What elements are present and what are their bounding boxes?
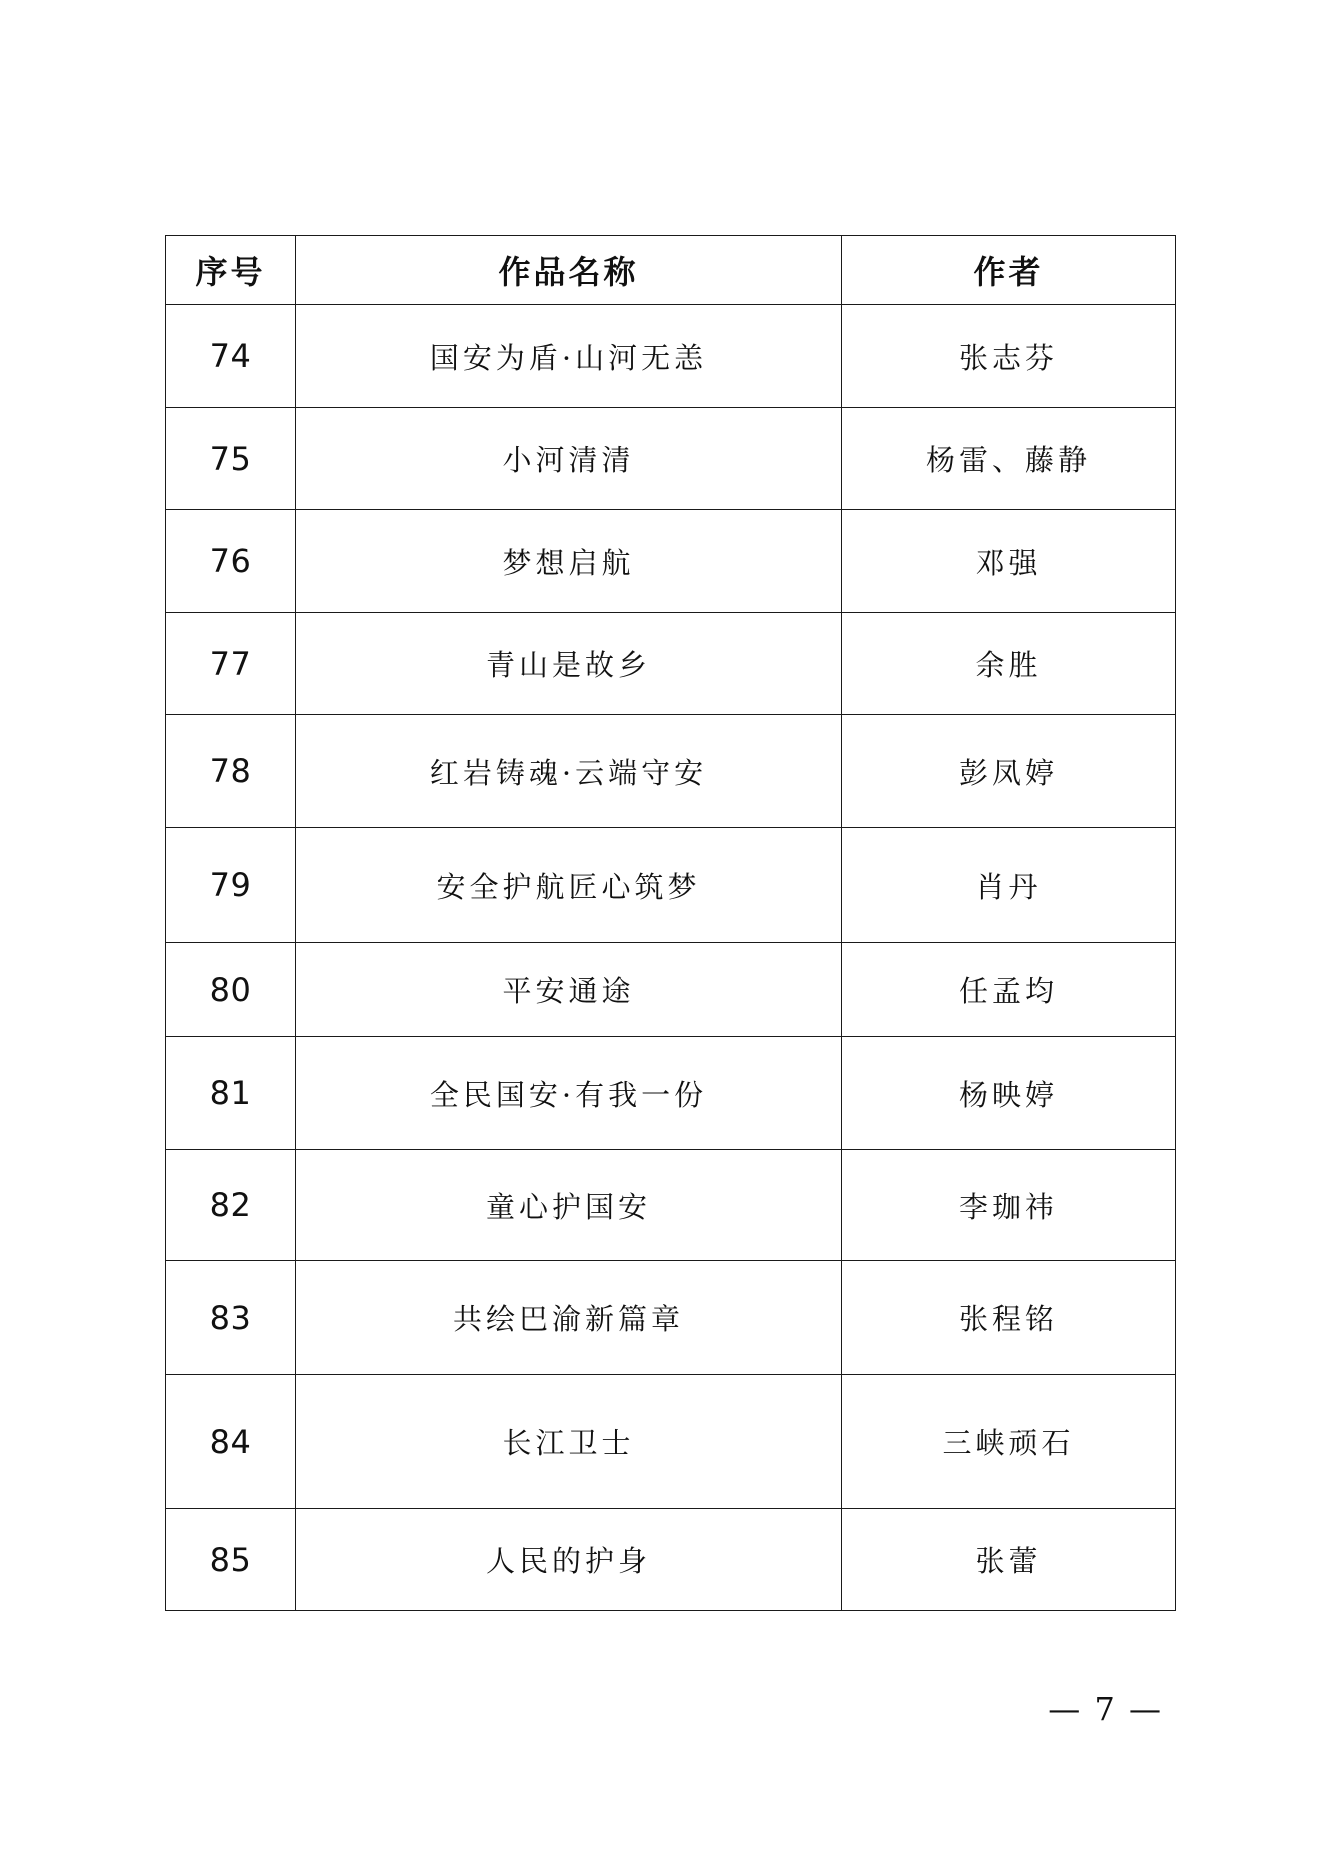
cell-no: 82 — [166, 1150, 296, 1261]
table-row — [166, 1037, 1176, 1150]
cell-title: 共绘巴渝新篇章 — [296, 1261, 842, 1375]
cell-title: 小河清清 — [296, 408, 842, 510]
cell-author: 张蕾 — [842, 1509, 1176, 1611]
cell-author: 李珈祎 — [842, 1150, 1176, 1261]
cell-no: 74 — [166, 305, 296, 408]
table-row — [166, 510, 1176, 613]
table-row — [166, 828, 1176, 943]
cell-author: 余胜 — [842, 613, 1176, 715]
cell-title: 梦想启航 — [296, 510, 842, 613]
cell-title: 全民国安·有我一份 — [296, 1037, 842, 1150]
cell-no: 78 — [166, 715, 296, 828]
cell-author: 张志芬 — [842, 305, 1176, 408]
cell-title: 童心护国安 — [296, 1150, 842, 1261]
cell-no: 81 — [166, 1037, 296, 1150]
table-row — [166, 1261, 1176, 1375]
cell-author: 任孟均 — [842, 943, 1176, 1037]
table-row — [166, 715, 1176, 828]
header-cell-title: 作品名称 — [296, 236, 842, 305]
table-row — [166, 1150, 1176, 1261]
cell-no: 77 — [166, 613, 296, 715]
cell-author: 杨雷、藤静 — [842, 408, 1176, 510]
cell-no: 83 — [166, 1261, 296, 1375]
table-header-row — [166, 236, 1176, 305]
cell-title: 红岩铸魂·云端守安 — [296, 715, 842, 828]
cell-no: 76 — [166, 510, 296, 613]
works-table — [165, 235, 1176, 1611]
table-row — [166, 1509, 1176, 1611]
cell-no: 79 — [166, 828, 296, 943]
cell-title: 平安通途 — [296, 943, 842, 1037]
cell-no: 75 — [166, 408, 296, 510]
cell-author: 彭凤婷 — [842, 715, 1176, 828]
table-row — [166, 943, 1176, 1037]
header-cell-no: 序号 — [166, 236, 296, 305]
cell-author: 杨映婷 — [842, 1037, 1176, 1150]
cell-author: 肖丹 — [842, 828, 1176, 943]
table-row — [166, 408, 1176, 510]
header-cell-author: 作者 — [842, 236, 1176, 305]
cell-title: 人民的护身 — [296, 1509, 842, 1611]
table-row — [166, 1375, 1176, 1509]
cell-title: 国安为盾·山河无恙 — [296, 305, 842, 408]
cell-no: 84 — [166, 1375, 296, 1509]
cell-author: 邓强 — [842, 510, 1176, 613]
table-row — [166, 305, 1176, 408]
cell-author: 张程铭 — [842, 1261, 1176, 1375]
cell-title: 青山是故乡 — [296, 613, 842, 715]
cell-title: 长江卫士 — [296, 1375, 842, 1509]
cell-title: 安全护航匠心筑梦 — [296, 828, 842, 943]
table-row — [166, 613, 1176, 715]
page-number: — 7 — — [1048, 1690, 1163, 1728]
cell-no: 80 — [166, 943, 296, 1037]
cell-author: 三峡顽石 — [842, 1375, 1176, 1509]
cell-no: 85 — [166, 1509, 296, 1611]
